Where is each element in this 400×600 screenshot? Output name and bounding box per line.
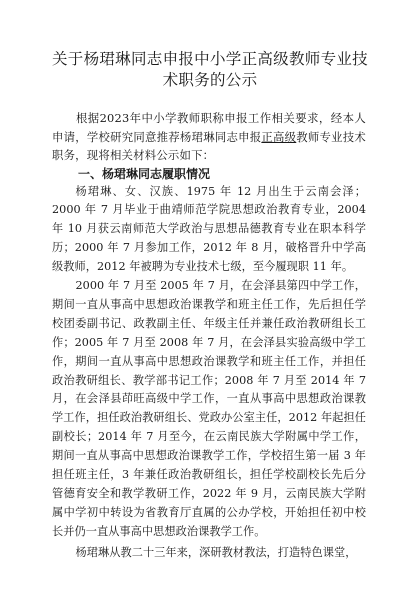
intro-paragraph xyxy=(52,109,366,165)
body-paragraph-bio: 杨珺琳、女、汉族、1975 年 12 月出生于云南会泽；2000 年 7 月毕业于曲靖师范学院思想政治教育专业，2004 年 10 月获云南师范大学政治与思想品德教育专业在职本科学历；2000 年 7 月参加工作，2012 年 8 月，破格晋升中学高级教师，2012 年被聘为专业技术七级，至今履现职 11 年。 xyxy=(52,184,366,274)
intro-underlined-text: 正高级 xyxy=(261,129,297,144)
section-heading: 一、杨珺琳同志履职情况 xyxy=(78,166,211,181)
intro-text-end: 教师专业技术职务，现将相关材料公示如下： xyxy=(52,129,367,162)
document-title: 关于杨珺琳同志申报中小学正高级教师专业技术职务的公示 xyxy=(51,50,368,89)
body-paragraph-work-history: 2000 年 7 月至 2005 年 7 月，在会泽县第四中学工作，期间一直从事高中思想政治课教学和班主任工作，先后担任学校团委副书记、政教副主任、年级主任并兼任政治教研组长工作；2005 年 7 月至 2008 年 7 月，在会泽县实验高级中学工作，期间一直从事高中思想政治课教学和班主任工作，并担任政治教研组长、教学部书记工作；2008 年 7 月至 2014 年 7 月，在会泽县茚旺高级中学工作，一直从事高中思想政治课教学工作，担任政治教研组长、党政办公室主任，2012 年起担任副校长；2014 年 7 月至今，在云南民族大学附属中学工作，期间一直从事高中思想政治课教学工作，学校招生第一届 3 年担任班主任，3 年兼任政治教研组长，担任学校副校长先后分管德育安全和教学教研工作，2022 年 9 月，云南民族大学附属中学初中转设为省教育厅直属的公办学校，开始担任初中校长并仍一直从事高中思想政治课教学工作。 xyxy=(52,279,366,538)
intro-text-start: 根据2023年中小学教师职称申报工作相关要求，经本人申请，学校研究同意推荐杨珺琳同志申报 xyxy=(52,111,366,144)
body-paragraph-teaching: 杨珺琳从教二十三年来，深研教材教法，打造特色课堂， xyxy=(75,545,357,559)
